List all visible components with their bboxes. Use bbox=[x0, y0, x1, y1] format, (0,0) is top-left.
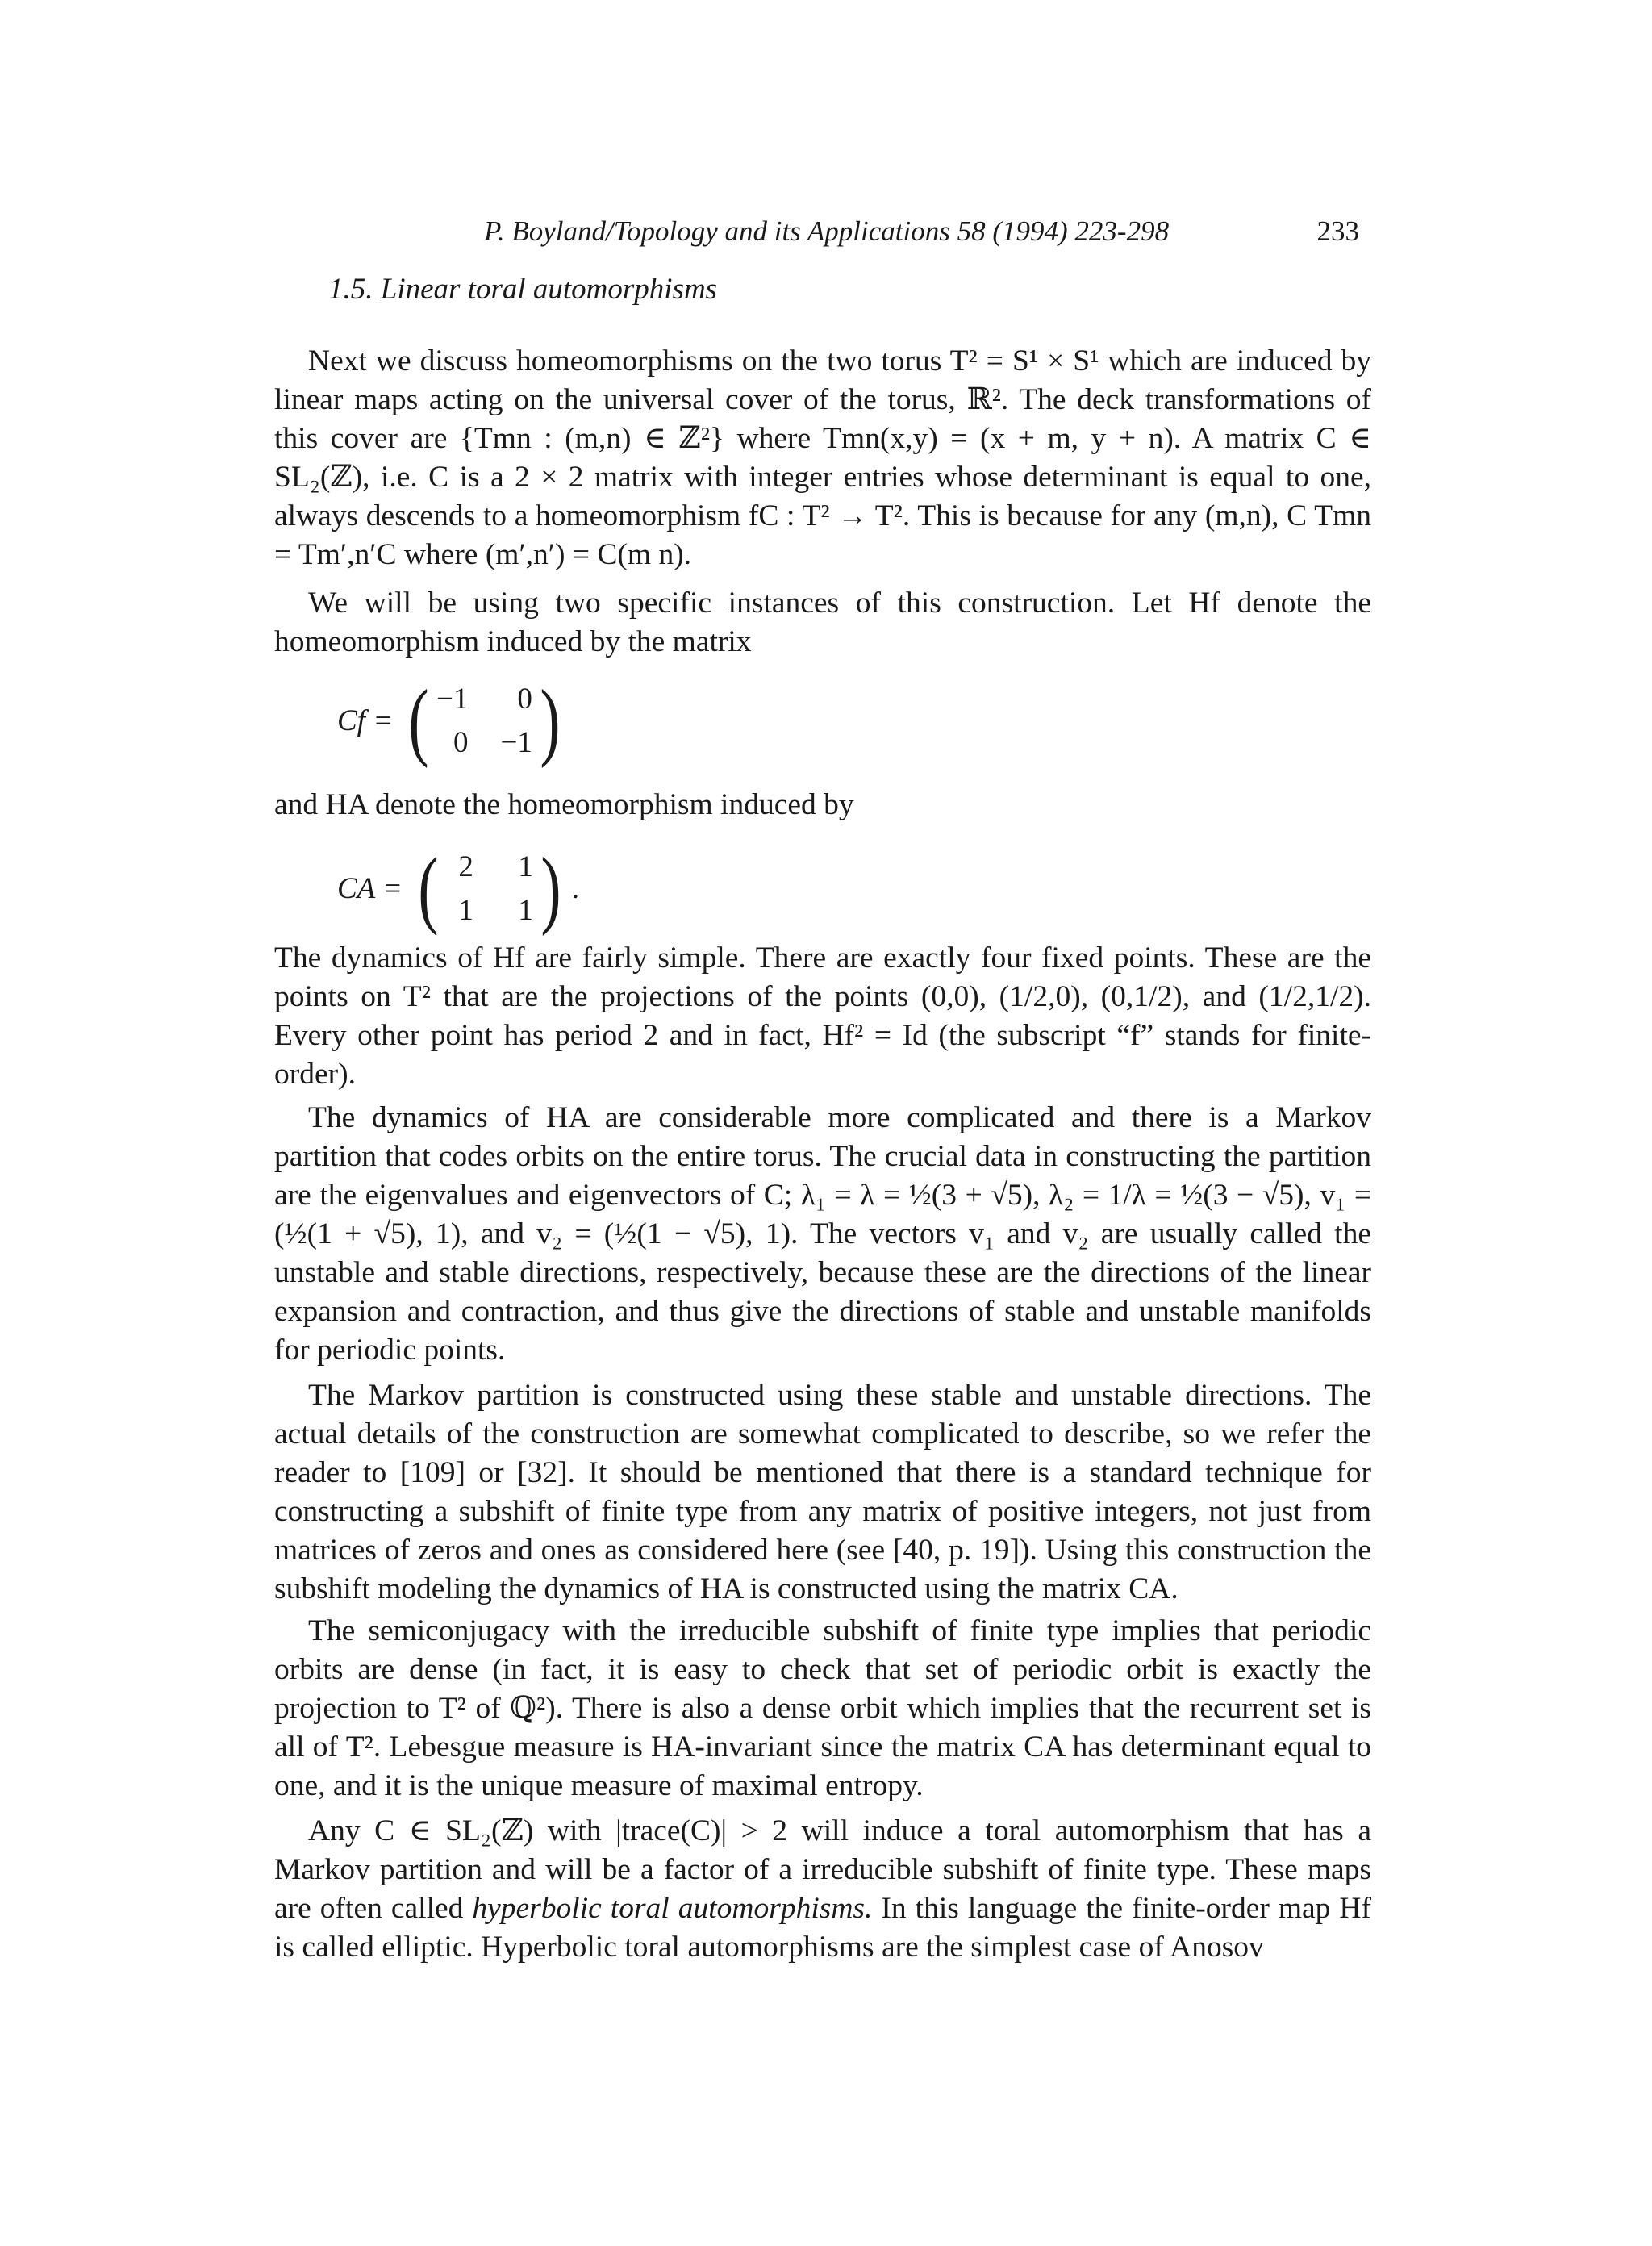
running-head: P. Boyland/Topology and its Applications 58 (1994) 223-298 bbox=[484, 215, 1170, 247]
matrix-entry: 1 bbox=[518, 894, 533, 927]
section-heading: 1.5. Linear toral automorphisms bbox=[328, 273, 718, 306]
paragraph-semiconjugacy: The semiconjugacy with the irreducible subshift of finite type implies that periodic orbits are dense (in fact, it is easy to check that set of periodic orbit is exactly the projection to T² of ℚ²). There is also a dense orbit which implies that the recurrent set is all of T². Lebesgue measure is HA-invariant since the matrix CA has determinant equal to one, and it is the unique measure of maximal entropy. bbox=[274, 1614, 1371, 1802]
paragraph-deck-transformations: Next we discuss homeomorphisms on the two torus T² = S¹ × S¹ which are induced by linear maps acting on the universal cover of the torus, ℝ². The deck transformations of this cover are {Tmn : (m,n) ∈ ℤ²} where Tmn(x,y) = (x + m, y + n). A matrix C ∈ SL₂(ℤ), i.e. C is a 2 × 2 matrix with integer entries whose determinant is equal to one, always descends to a homeomorphism fC : T² → T². This is because for any (m,n), C Tmn = Tm′,n′C where (m′,n′) = C(m n). bbox=[274, 344, 1371, 571]
matrix-entry: −1 bbox=[500, 726, 532, 759]
paragraph-hyperbolic-automorphisms bbox=[274, 1812, 1371, 1967]
left-paren: ( bbox=[418, 841, 439, 937]
matrix-entry: 1 bbox=[458, 894, 473, 927]
page-header bbox=[484, 211, 1359, 252]
page-number: 233 bbox=[1316, 215, 1359, 247]
matrix-entry: 2 bbox=[458, 850, 473, 883]
paragraph-specific-instances: We will be using two specific instances of this construction. Let Hf denote the homeomorphism induced by the matrix bbox=[274, 587, 1371, 658]
matrix-ca-display bbox=[337, 841, 580, 937]
paragraph-hf-dynamics: The dynamics of Hf are fairly simple. There are exactly four fixed points. These are the points on T² that are the projections of the points (0,0), (1/2,0), (0,1/2), and (1/2,1/2). Every other point has period 2 and in fact, Hf² = Id (the subscript “f” stands for finite-order). bbox=[274, 941, 1371, 1091]
paragraph-markov-partition: The Markov partition is constructed using these stable and unstable directions. The actual details of the construction are somewhat complicated to describe, so we refer the reader to [109] or [32]. It should be mentioned that there is a standard technique for constructing a subshift of finite type from any matrix of positive integers, not just from matrices of zeros and ones as considered here (see [40, p. 19]). Using this construction the subshift modeling the dynamics of HA is constructed using the matrix CA. bbox=[274, 1379, 1371, 1605]
matrix-entry: 0 bbox=[517, 683, 532, 716]
matrix-cf-display bbox=[337, 673, 571, 769]
paragraph-text: Any C ∈ SL₂(ℤ) with |trace(C)| > 2 will induce a toral automorphism that has a Markov partition and will be a factor of a irreducible subshift of finite type. These maps are often called bbox=[274, 1814, 1371, 1925]
right-paren: ) bbox=[540, 673, 561, 769]
matrix-entry: −1 bbox=[436, 683, 469, 716]
matrix-entry: 0 bbox=[453, 726, 469, 759]
matrix-trail: . bbox=[571, 872, 580, 905]
emphasized-term: hyperbolic toral automorphisms. bbox=[472, 1892, 873, 1925]
left-paren: ( bbox=[408, 673, 429, 769]
matrix-entry: 1 bbox=[518, 850, 533, 883]
paragraph-text: In this language the finite-order map Hf is called elliptic. Hyperbolic toral automorphisms are the simplest case of Anosov bbox=[274, 1892, 1371, 1964]
paragraph-ha-intro: and HA denote the homeomorphism induced by bbox=[274, 788, 854, 821]
matrix-cf-label: Cf = bbox=[337, 704, 394, 737]
right-paren: ) bbox=[540, 841, 561, 937]
paragraph-ha-dynamics: The dynamics of HA are considerable more complicated and there is a Markov partition that codes orbits on the entire torus. The crucial data in constructing the partition are the eigenvalues and eigenvectors of C; λ₁ = λ = ½(3 + √5), λ₂ = 1/λ = ½(3 − √5), v₁ = (½(1 + √5), 1), and v₂ = (½(1 − √5), 1). The vectors v₁ and v₂ are usually called the unstable and stable directions, respectively, because these are the directions of the linear expansion and contraction, and thus give the directions of stable and unstable manifolds for periodic points. bbox=[274, 1101, 1371, 1367]
matrix-ca-label: CA = bbox=[337, 872, 403, 905]
